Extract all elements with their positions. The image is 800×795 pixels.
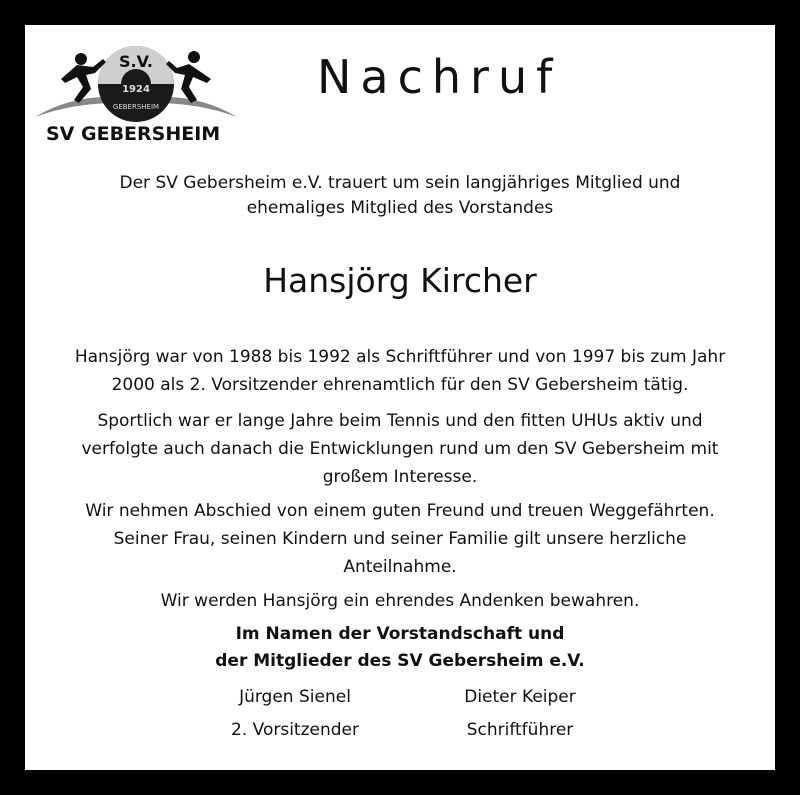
paragraph-line: verfolgte auch danach die Entwicklungen rund um den SV Gebersheim mit — [81, 439, 719, 459]
intro-text — [25, 171, 775, 221]
intro-line: Der SV Gebersheim e.V. trauert um sein langjähriges Mitglied und — [119, 173, 681, 193]
svg-text:GEBERSHEIM: GEBERSHEIM — [112, 103, 160, 111]
paragraph-memory — [40, 587, 760, 615]
signature-heading-line: Im Namen der Vorstandschaft und — [235, 624, 565, 644]
club-logo — [31, 37, 241, 152]
deceased-name: Hansjörg Kircher — [263, 261, 537, 300]
intro-line: ehemaliges Mitglied des Vorstandes — [246, 198, 554, 218]
paragraph-tenure — [40, 343, 760, 399]
signature-heading-line: der Mitglieder des SV Gebersheim e.V. — [215, 651, 585, 671]
paragraph-line: Anteilnahme. — [343, 557, 457, 577]
paragraph-sports — [40, 407, 760, 491]
paragraph-line: Hansjörg war von 1988 bis 1992 als Schriftführer und von 1997 bis zum Jahr — [74, 347, 726, 367]
svg-text:1924: 1924 — [122, 84, 150, 95]
page-title: Nachruf — [317, 50, 562, 104]
paragraph-line: 2000 als 2. Vorsitzender ehrenamtlich für den SV Gebersheim tätig. — [111, 375, 689, 395]
club-emblem-icon — [31, 37, 241, 127]
paragraph-line: großem Interesse. — [322, 467, 478, 487]
club-wordmark: SV GEBERSHEIM — [46, 123, 221, 145]
paragraph-farewell — [40, 497, 760, 581]
signatory-name: Jürgen Sienel — [239, 687, 351, 707]
paragraph-line: Sportlich war er lange Jahre beim Tennis und den fitten UHUs aktiv und — [97, 411, 703, 431]
signatory-role: Schriftführer — [466, 720, 574, 740]
signatory-role: 2. Vorsitzender — [231, 720, 359, 740]
paragraph-line: Seiner Frau, seinen Kindern und seiner Familie gilt unsere herzliche — [113, 529, 687, 549]
paragraph-line: Wir werden Hansjörg ein ehrendes Andenken bewahren. — [160, 591, 640, 611]
obituary-card — [25, 25, 775, 770]
svg-text:S.V.: S.V. — [119, 52, 153, 71]
signatory-name: Dieter Keiper — [464, 687, 576, 707]
signature-heading — [25, 621, 775, 675]
paragraph-line: Wir nehmen Abschied von einem guten Freund und treuen Weggefährten. — [85, 501, 715, 521]
